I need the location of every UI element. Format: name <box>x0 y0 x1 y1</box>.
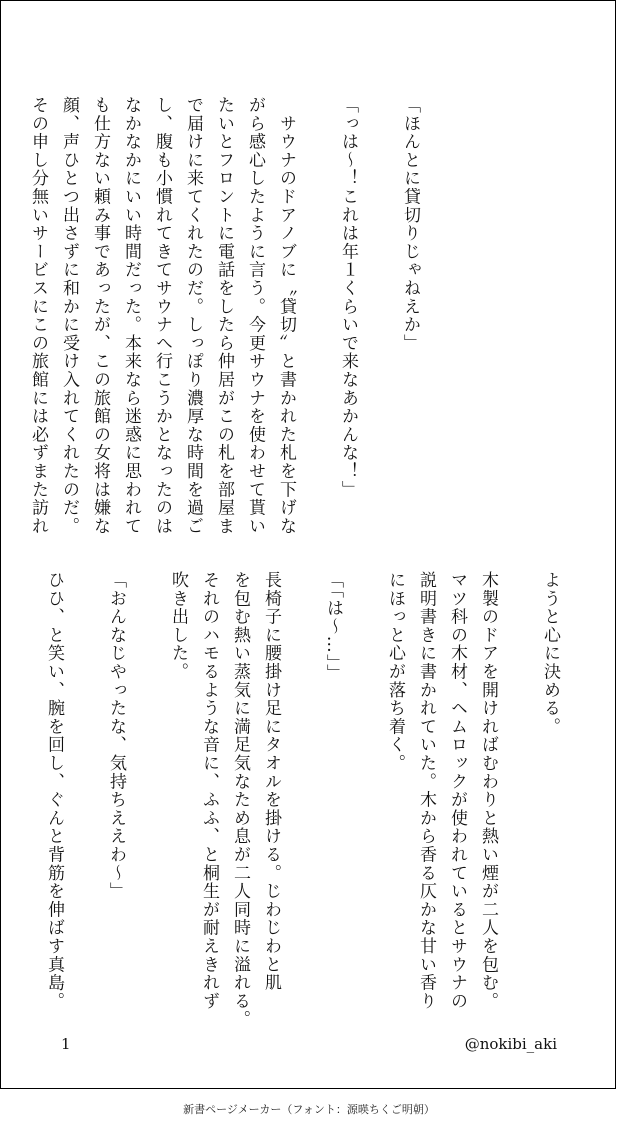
text-line <box>348 571 379 1031</box>
text-line: 顔、声ひとつ出さずに和かに受け入れてくれたのだ。 <box>59 96 79 536</box>
text-line <box>69 571 100 1031</box>
text-line <box>131 571 162 1031</box>
generator-caption: 新書ページメーカー（フォント：源暎ちくご明朝） <box>183 1103 435 1116</box>
text-line: たいとフロントに電話をしたら仲居がこの札を部屋ま <box>214 96 234 536</box>
text-line <box>503 571 534 1031</box>
text-line: 説明書きに書かれていた。木から香る仄かな甘い香り <box>416 571 436 1011</box>
text-line: マツ科の木材、ヘムロックが使われているとサウナの <box>447 571 467 1011</box>
text-line: その申し分無いサービスにこの旅館には必ずまた訪れ <box>28 96 48 536</box>
text-line: ようと心に決める。 <box>540 571 560 736</box>
text-line: 「ほんとに貸切りじゃねえか」 <box>400 96 420 353</box>
text-line: も仕方ない頼み事であったが、この旅館の女将は嫌な <box>90 96 110 536</box>
text-line: 吹き出した。 <box>168 571 188 681</box>
text-line: にほっと心が落ち着く。 <box>385 571 405 773</box>
text-line <box>286 571 317 1031</box>
text-line: 「おんなじやったな、気持ちええわ〜」 <box>106 571 126 901</box>
text-line: それのハモるような音に、ふふ、と桐生が耐えきれず <box>199 571 219 1011</box>
page-number: 1 <box>61 1035 71 1053</box>
text-line: 「「は〜…」」 <box>323 571 343 683</box>
text-line <box>301 96 332 526</box>
text-line: 長椅子に腰掛け足にタオルを掛ける。じわじわと肌 <box>261 571 281 992</box>
text-line: し、腹も小慣れてきてサウナへ行こうかとなったのは <box>152 96 172 536</box>
text-line: で届けに来てくれたのだ。しっぽり濃厚な時間を過ご <box>183 96 203 536</box>
text-line <box>363 96 394 526</box>
lower-text-block <box>38 571 565 1031</box>
text-line: ひひ、と笑い、腕を回し、ぐんと背筋を伸ばす真島。 <box>44 571 64 1011</box>
text-line: を包む熱い蒸気に満足気なため息が二人同時に溢れる。 <box>230 571 250 1029</box>
author-credit: @nokibi_aki <box>464 1035 557 1053</box>
text-line: 「っは～！これは年１くらいで来なあかんな！」 <box>338 96 358 499</box>
text-line: サウナのドアノブに〝貸切〟と書かれた札を下げな <box>276 96 296 536</box>
upper-text-block <box>22 96 425 536</box>
text-line: がら感心したように言う。今更サウナを使わせて貰い <box>245 96 265 536</box>
text-line: 木製のドアを開ければむわりと熱い煙が二人を包む。 <box>478 571 498 1011</box>
text-line: なかなかにいい時間だった。本来なら迷惑に思われて <box>121 96 141 536</box>
